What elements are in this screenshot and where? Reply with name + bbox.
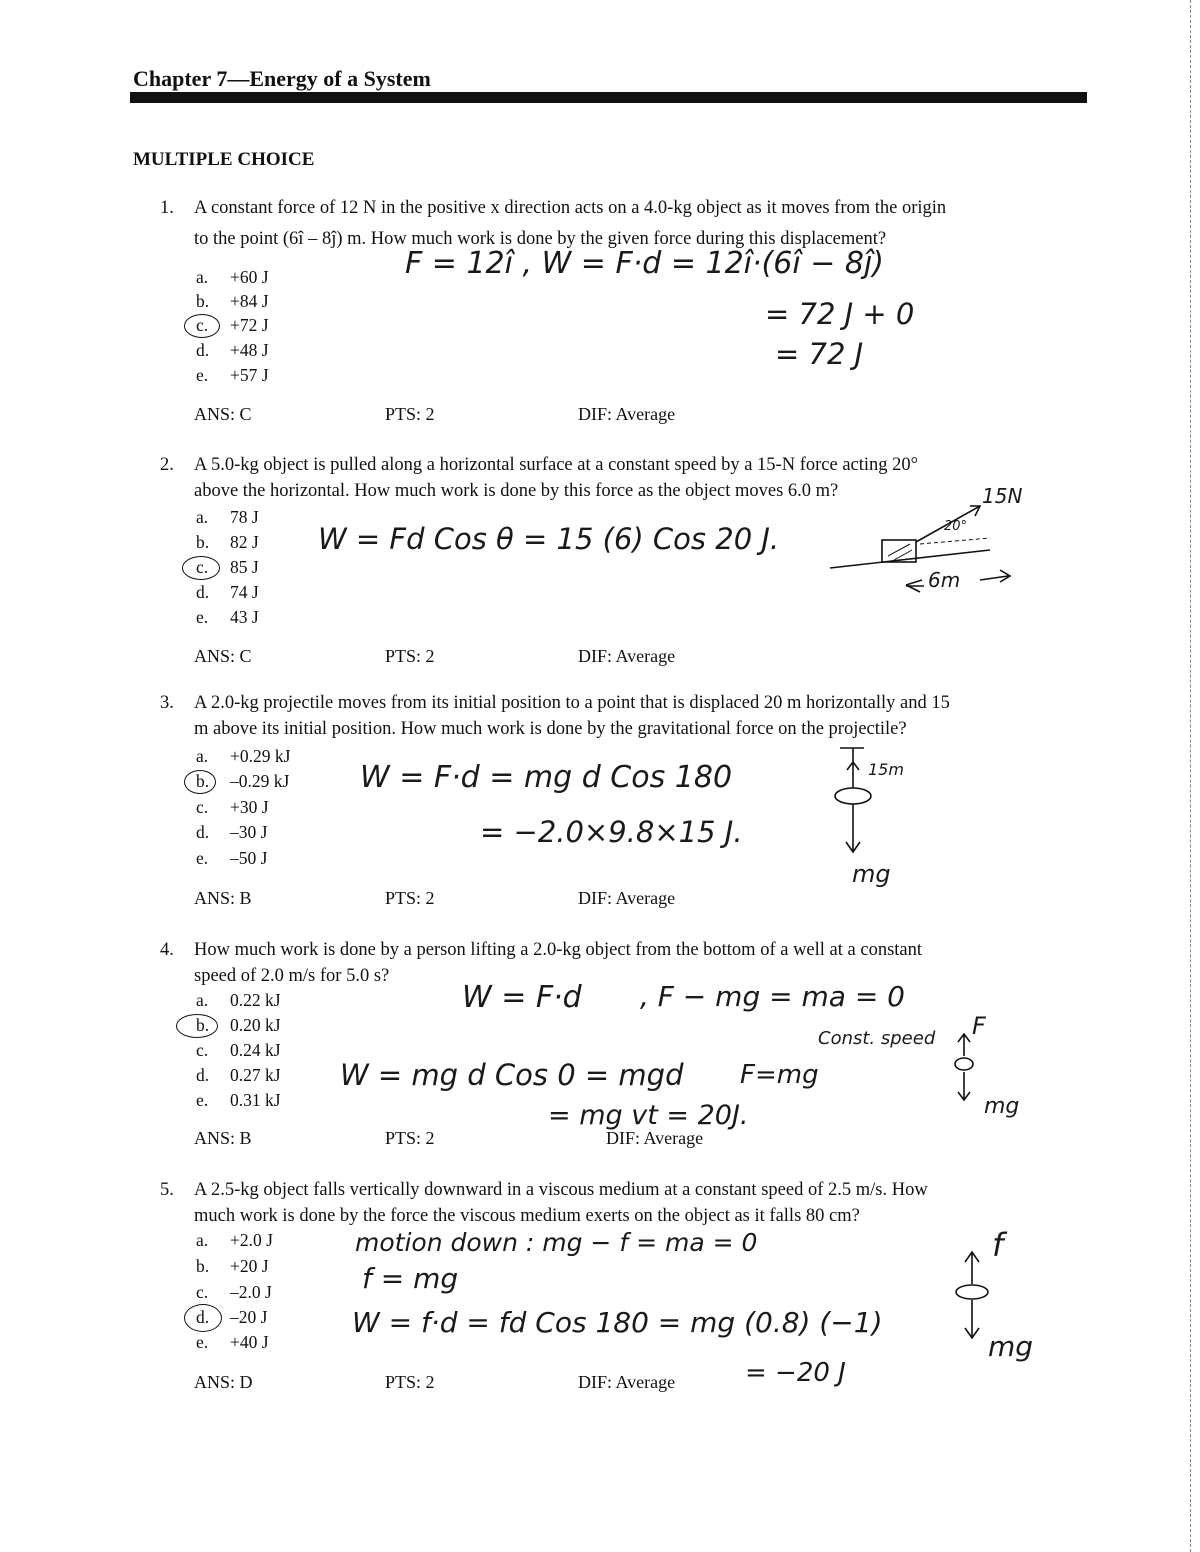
answer-option: c. 0.24 kJ [196,1040,281,1060]
answer-circle-mark [184,314,220,338]
points: PTS: 2 [385,1128,435,1148]
handwritten-note: 6m [928,568,961,592]
answer-option: b. –0.29 kJ [196,771,290,791]
answer-option: c. +72 J [196,315,269,335]
answer-circle-mark [182,556,220,580]
answer-option: d. +48 J [196,340,269,360]
handwritten-note: W = f·d = fd Cos 180 = mg (0.8) (−1) [352,1306,883,1339]
answer-option: c. 85 J [196,557,259,577]
question-number: 5. [160,1180,174,1200]
handwritten-note: F = 12î , W = F·d = 12î·(6î − 8ĵ) [405,246,885,281]
answer-option: b. +84 J [196,291,269,311]
answer-option: d. –30 J [196,822,268,842]
handwritten-note: = −2.0×9.8×15 J. [480,815,743,849]
question-number: 2. [160,455,174,475]
handwritten-note: W = Fd Cos θ = 15 (6) Cos 20 J. [318,522,780,556]
question-text-line: How much work is done by a person lifting a 2.0-kg object from the bottom of a well at a constant [194,940,923,960]
handwritten-note: 15N [982,484,1023,508]
handwritten-note: = 72 J + 0 [765,297,915,331]
handwritten-note: W = mg d Cos 0 = mgd [340,1058,684,1092]
answer-option: b. 0.20 kJ [196,1015,281,1035]
handwritten-note: F [972,1012,986,1040]
answer-option: a. +0.29 kJ [196,746,291,766]
answer-option: c. –2.0 J [196,1282,272,1302]
answer-option: d. 74 J [196,582,259,602]
points: PTS: 2 [385,1372,435,1392]
question-number: 3. [160,693,174,713]
answer-key: ANS: C [194,404,252,424]
question-text-line: m above its initial position. How much work is done by the gravitational force on the projectile? [194,719,907,739]
handwritten-note: mg [852,860,891,888]
question-text-line: to the point (6î – 8ĵ) m. How much work is done by the given force during this displacement? [194,229,887,249]
answer-option: e. +57 J [196,365,269,385]
answer-option: e. +40 J [196,1332,269,1352]
answer-circle-mark [176,1014,218,1038]
handwritten-note: mg [988,1330,1034,1363]
answer-option: e. –50 J [196,848,268,868]
gravity-diagram-sketch [820,740,900,870]
points: PTS: 2 [385,646,435,666]
handwritten-note: 15m [868,760,904,779]
handwritten-note: = mg vt = 20J. [548,1100,749,1131]
difficulty: DIF: Average [578,404,676,424]
handwritten-note: mg [984,1094,1020,1119]
question-text-line: much work is done by the force the viscous medium exerts on the object as it falls 80 cm? [194,1206,860,1226]
question-text-line: A constant force of 12 N in the positive x direction acts on a 4.0-kg object as it moves from the origin [194,198,947,218]
handwritten-note: , F − mg = ma = 0 [640,980,905,1013]
points: PTS: 2 [385,404,435,424]
scan-edge-line [1190,0,1192,1552]
lift-force-diagram-sketch [940,1020,1000,1110]
answer-option: a. 0.22 kJ [196,990,281,1010]
question-text-line: A 2.5-kg object falls vertically downward in a viscous medium at a constant speed of 2.5 m/s. How [194,1180,928,1200]
answer-option: e. 0.31 kJ [196,1090,281,1110]
difficulty: DIF: Average [606,1128,704,1148]
answer-circle-mark [184,770,216,794]
handwritten-note: f = mg [362,1262,459,1295]
handwritten-note: W = F·d = mg d Cos 180 [360,760,733,795]
answer-option: d. –20 J [196,1307,268,1327]
question-text-line: A 2.0-kg projectile moves from its initial position to a point that is displaced 20 m horizontally and 15 [194,693,950,713]
force-diagram-sketch [820,500,1050,610]
points: PTS: 2 [385,888,435,908]
answer-option: b. +20 J [196,1256,269,1276]
handwritten-note: f [992,1226,1004,1264]
chapter-title: Chapter 7—Energy of a System [133,66,431,91]
handwritten-note: F=mg [740,1060,819,1090]
handwritten-note: 20° [944,519,968,534]
title-rule [130,92,1087,103]
question-number: 1. [160,198,174,218]
answer-option: d. 0.27 kJ [196,1065,281,1085]
handwritten-note: motion down : mg − f = ma = 0 [355,1228,758,1257]
difficulty: DIF: Average [578,888,676,908]
handwritten-note: W = F·d [462,980,582,1015]
answer-option: a. 78 J [196,507,259,527]
question-text-line: A 5.0-kg object is pulled along a horizontal surface at a constant speed by a 15-N force acting 20° [194,455,919,475]
answer-key: ANS: B [194,1128,252,1148]
question-text-line: speed of 2.0 m/s for 5.0 s? [194,966,390,986]
answer-key: ANS: B [194,888,252,908]
answer-option: a. +2.0 J [196,1230,273,1250]
question-number: 4. [160,940,174,960]
difficulty: DIF: Average [578,1372,676,1392]
viscous-force-diagram-sketch [950,1240,1010,1350]
answer-key: ANS: D [194,1372,253,1392]
answer-option: a. +60 J [196,267,269,287]
answer-option: e. 43 J [196,607,259,627]
answer-option: b. 82 J [196,532,259,552]
handwritten-note: = −20 J [745,1358,846,1388]
answer-circle-mark [184,1304,222,1332]
answer-key: ANS: C [194,646,252,666]
difficulty: DIF: Average [578,646,676,666]
question-text-line: above the horizontal. How much work is done by this force as the object moves 6.0 m? [194,481,839,501]
handwritten-note: = 72 J [775,337,864,371]
handwritten-note: Const. speed [818,1028,936,1049]
section-heading: MULTIPLE CHOICE [133,149,315,170]
answer-option: c. +30 J [196,797,269,817]
